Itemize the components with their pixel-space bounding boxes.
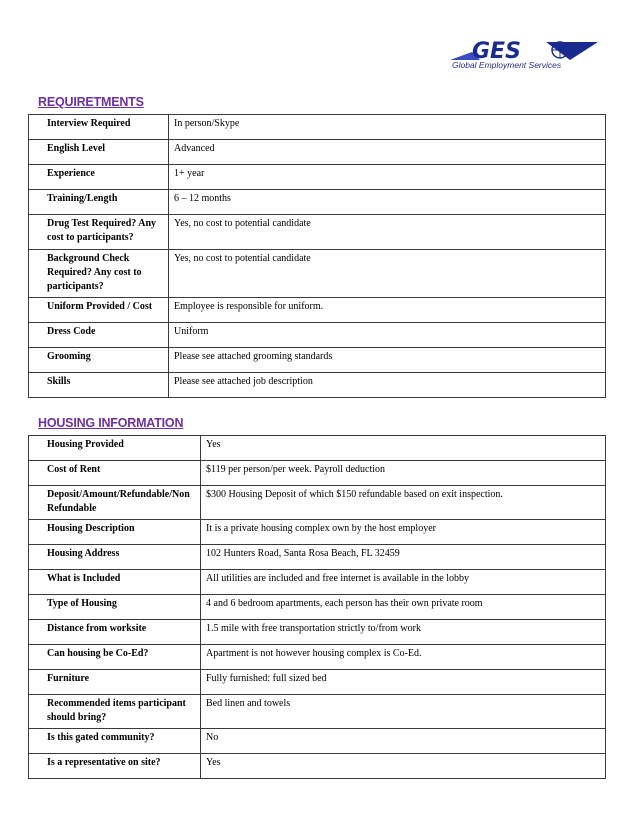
requirements-row [29,115,606,140]
housing-label: Housing Description [29,520,201,545]
housing-label: Housing Address [29,545,201,570]
housing-row [29,461,606,486]
requirements-value: 1+ year [169,165,606,190]
logo-wordmark: GES [472,39,521,64]
requirements-label: Background Check Required? Any cost to participants? [29,250,169,298]
requirements-label: Drug Test Required? Any cost to participants? [29,215,169,250]
requirements-row [29,348,606,373]
housing-value: No [201,729,606,754]
housing-value: Fully furnished: full sized bed [201,670,606,695]
requirements-value: Yes, no cost to potential candidate [169,215,606,250]
housing-value: 102 Hunters Road, Santa Rosa Beach, FL 32459 [201,545,606,570]
housing-row [29,436,606,461]
housing-label: Deposit/Amount/Refundable/Non Refundable [29,486,201,520]
housing-row [29,595,606,620]
requirements-value: Uniform [169,323,606,348]
housing-label: Housing Provided [29,436,201,461]
housing-label: Distance from worksite [29,620,201,645]
requirements-row [29,215,606,250]
requirements-row [29,250,606,298]
requirements-row [29,165,606,190]
housing-label: Cost of Rent [29,461,201,486]
requirements-value: 6 – 12 months [169,190,606,215]
requirements-row [29,298,606,323]
housing-value: All utilities are included and free internet is available in the lobby [201,570,606,595]
requirements-heading: REQUIRETMENTS [38,95,144,109]
housing-label: Recommended items participant should bring? [29,695,201,729]
requirements-label: Experience [29,165,169,190]
housing-value: It is a private housing complex own by the host employer [201,520,606,545]
housing-value: 1.5 mile with free transportation strictly to/from work [201,620,606,645]
housing-value: Bed linen and towels [201,695,606,729]
housing-label: Furniture [29,670,201,695]
housing-row [29,754,606,779]
housing-heading: HOUSING INFORMATION [38,416,184,430]
housing-row [29,695,606,729]
housing-value: Yes [201,754,606,779]
housing-value: Yes [201,436,606,461]
requirements-row [29,140,606,165]
housing-row [29,645,606,670]
requirements-label: Interview Required [29,115,169,140]
requirements-row [29,323,606,348]
requirements-label: Grooming [29,348,169,373]
housing-value: 4 and 6 bedroom apartments, each person has their own private room [201,595,606,620]
housing-label: What is Included [29,570,201,595]
requirements-row [29,190,606,215]
requirements-value: Yes, no cost to potential candidate [169,250,606,298]
housing-row [29,570,606,595]
requirements-table [28,114,606,398]
housing-row [29,545,606,570]
requirements-row [29,373,606,398]
housing-label: Can housing be Co-Ed? [29,645,201,670]
requirements-value: In person/Skype [169,115,606,140]
housing-row [29,670,606,695]
requirements-value: Advanced [169,140,606,165]
requirements-value: Please see attached grooming standards [169,348,606,373]
requirements-label: Dress Code [29,323,169,348]
requirements-label: Skills [29,373,169,398]
housing-table [28,435,606,779]
housing-value: $119 per person/per week. Payroll deduction [201,461,606,486]
housing-label: Is a representative on site? [29,754,201,779]
logo-subtitle: Global Employment Services [452,60,562,70]
housing-row [29,729,606,754]
housing-row [29,520,606,545]
housing-row [29,620,606,645]
requirements-label: English Level [29,140,169,165]
requirements-value: Employee is responsible for uniform. [169,298,606,323]
housing-value: Apartment is not however housing complex is Co-Ed. [201,645,606,670]
housing-label: Is this gated community? [29,729,201,754]
requirements-value: Please see attached job description [169,373,606,398]
housing-value: $300 Housing Deposit of which $150 refundable based on exit inspection. [201,486,606,520]
requirements-label: Training/Length [29,190,169,215]
requirements-label: Uniform Provided / Cost [29,298,169,323]
housing-row [29,486,606,520]
housing-label: Type of Housing [29,595,201,620]
